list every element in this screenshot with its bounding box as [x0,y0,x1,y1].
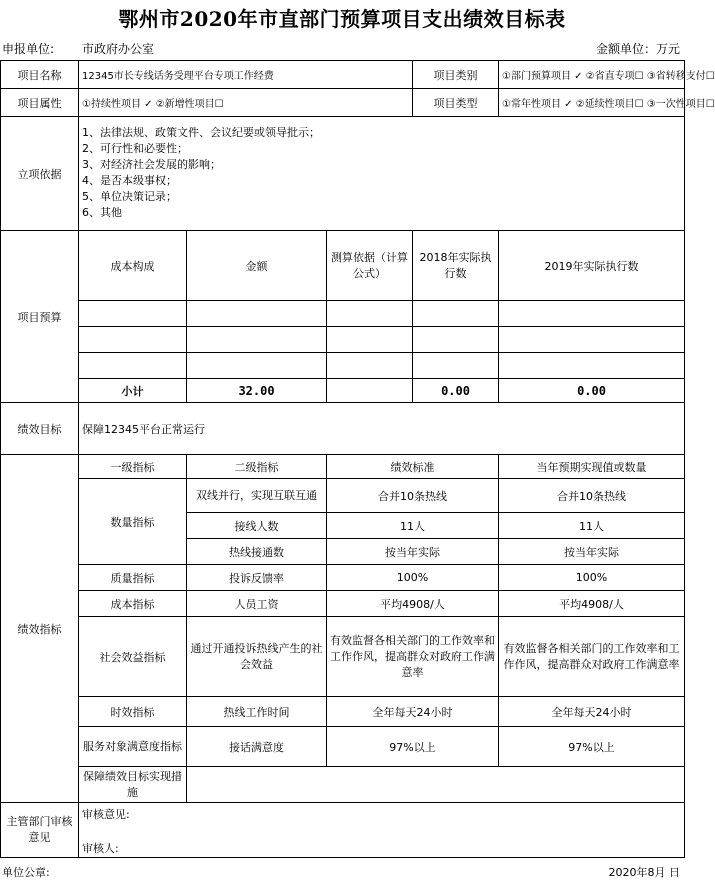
budget-header-2019: 2019年实际执行数 [499,231,685,301]
indicator-expected: 合并10条热线 [499,479,685,513]
goal-label: 绩效目标 [1,403,79,455]
indicator-expected: 按当年实际 [499,539,685,565]
time-label: 时效指标 [79,697,187,727]
indicator-row [1,617,685,697]
budget-subtotal-2018: 0.00 [413,379,499,403]
project-category-options: ①部门预算项目 ✓ ②省直专项☐ ③省转移支付☐ [499,61,685,89]
indicator-standard: 合并10条热线 [327,479,499,513]
basis-row [1,117,685,231]
indicator-l2: 热线工作时间 [187,697,327,727]
budget-subtotal-label: 小计 [79,379,187,403]
budget-empty-row [1,353,685,379]
indicator-l2: 接线人数 [187,513,327,539]
unit-label: 金额单位：万元 [595,42,680,56]
project-name-row [1,61,685,89]
indicator-header-l2: 二级指标 [187,455,327,479]
basis-item: 3、对经济社会发展的影响； [82,158,221,171]
budget-empty-row [1,327,685,353]
indicator-standard: 全年每天24小时 [327,697,499,727]
budget-empty-row [1,301,685,327]
budget-header-2018: 2018年实际执行数 [413,231,499,301]
indicator-expected: 全年每天24小时 [499,697,685,727]
indicator-standard: 100% [327,565,499,591]
basis-item: 2、可行性和必要性； [82,142,188,155]
indicator-header-expected: 当年预期实现值或数量 [499,455,685,479]
project-attribute-row [1,89,685,117]
review-label: 主管部门审核意见 [1,803,79,858]
budget-subtotal-amount: 32.00 [187,379,327,403]
measures-label: 保障绩效目标实现措施 [79,767,187,803]
review-reviewer-label: 审核人: [82,842,119,855]
budget-subtotal-row [1,379,685,403]
indicator-header-l1: 一级指标 [79,455,187,479]
measures-row [1,767,685,803]
project-type-label: 项目类型 [413,89,499,117]
indicator-l2: 热线接通数 [187,539,327,565]
project-type-options: ①常年性项目 ✓ ②延续性项目☐ ③一次性项目☐ [499,89,685,117]
indicator-expected: 100% [499,565,685,591]
applicant-value: 市政府办公室 [82,42,155,56]
indicator-row [1,565,685,591]
indicator-expected: 97%以上 [499,727,685,767]
project-category-label: 项目类别 [413,61,499,89]
goal-row [1,403,685,455]
budget-subtotal-2019: 0.00 [499,379,685,403]
indicator-standard: 平均4908/人 [327,591,499,617]
review-row [1,803,685,858]
indicator-l2: 人员工资 [187,591,327,617]
budget-label: 项目预算 [1,231,79,403]
budget-header-amount: 金额 [187,231,327,301]
basis-item: 5、单位决策记录； [82,190,177,203]
seal-label: 单位公章: [2,866,50,879]
social-label: 社会效益指标 [79,617,187,697]
review-content [79,803,685,858]
indicator-expected: 11人 [499,513,685,539]
project-attribute-label: 项目属性 [1,89,79,117]
basis-label: 立项依据 [1,117,79,231]
indicator-row [1,479,685,513]
indicator-l2: 接话满意度 [187,727,327,767]
performance-table [0,60,715,858]
indicator-standard: 有效监督各相关部门的工作效率和工作作风，提高群众对政府工作满意率 [327,617,499,697]
indicator-header-row [1,455,685,479]
basis-item: 4、是否本级事权； [82,174,177,187]
basis-item: 6、其他 [82,206,122,219]
quality-label: 质量指标 [79,565,187,591]
indicator-expected: 有效监督各相关部门的工作效率和工作作风，提高群众对政府工作满意率 [499,617,685,697]
indicator-row [1,727,685,767]
cost-label: 成本指标 [79,591,187,617]
indicator-standard: 按当年实际 [327,539,499,565]
basis-list [79,117,685,231]
indicator-l2: 双线并行，实现互联互通 [187,479,327,513]
quantity-label: 数量指标 [79,479,187,565]
satisfaction-label: 服务对象满意度指标 [79,727,187,767]
goal-text: 保障12345平台正常运行 [79,403,685,455]
measures-content [187,767,685,803]
indicator-l2: 通过开通投诉热线产生的社会效益 [187,617,327,697]
indicator-l2: 投诉反馈率 [187,565,327,591]
basis-item: 1、法律法规、政策文件、会议纪要或领导批示； [82,126,320,139]
footer-date: 2020年8月 日 [608,866,680,879]
indicator-expected: 平均4908/人 [499,591,685,617]
budget-header-cost: 成本构成 [79,231,187,301]
applicant-label: 申报单位: [2,42,55,56]
indicator-row [1,697,685,727]
form-grid [0,60,715,858]
budget-header-row [1,231,685,301]
indicator-row [1,591,685,617]
indicator-header-standard: 绩效标准 [327,455,499,479]
indicator-standard: 97%以上 [327,727,499,767]
project-name-value: 12345市长专线话务受理平台专项工作经费 [79,61,413,89]
page-title: 鄂州市2020年市直部门预算项目支出绩效目标表 [118,7,566,31]
project-attribute-options: ①持续性项目 ✓ ②新增性项目☐ [79,89,413,117]
indicator-label: 绩效指标 [1,455,79,803]
indicator-standard: 11人 [327,513,499,539]
review-opinion-label: 审核意见: [82,808,130,821]
project-name-label: 项目名称 [1,61,79,89]
budget-header-basis: 测算依据（计算公式） [327,231,413,301]
